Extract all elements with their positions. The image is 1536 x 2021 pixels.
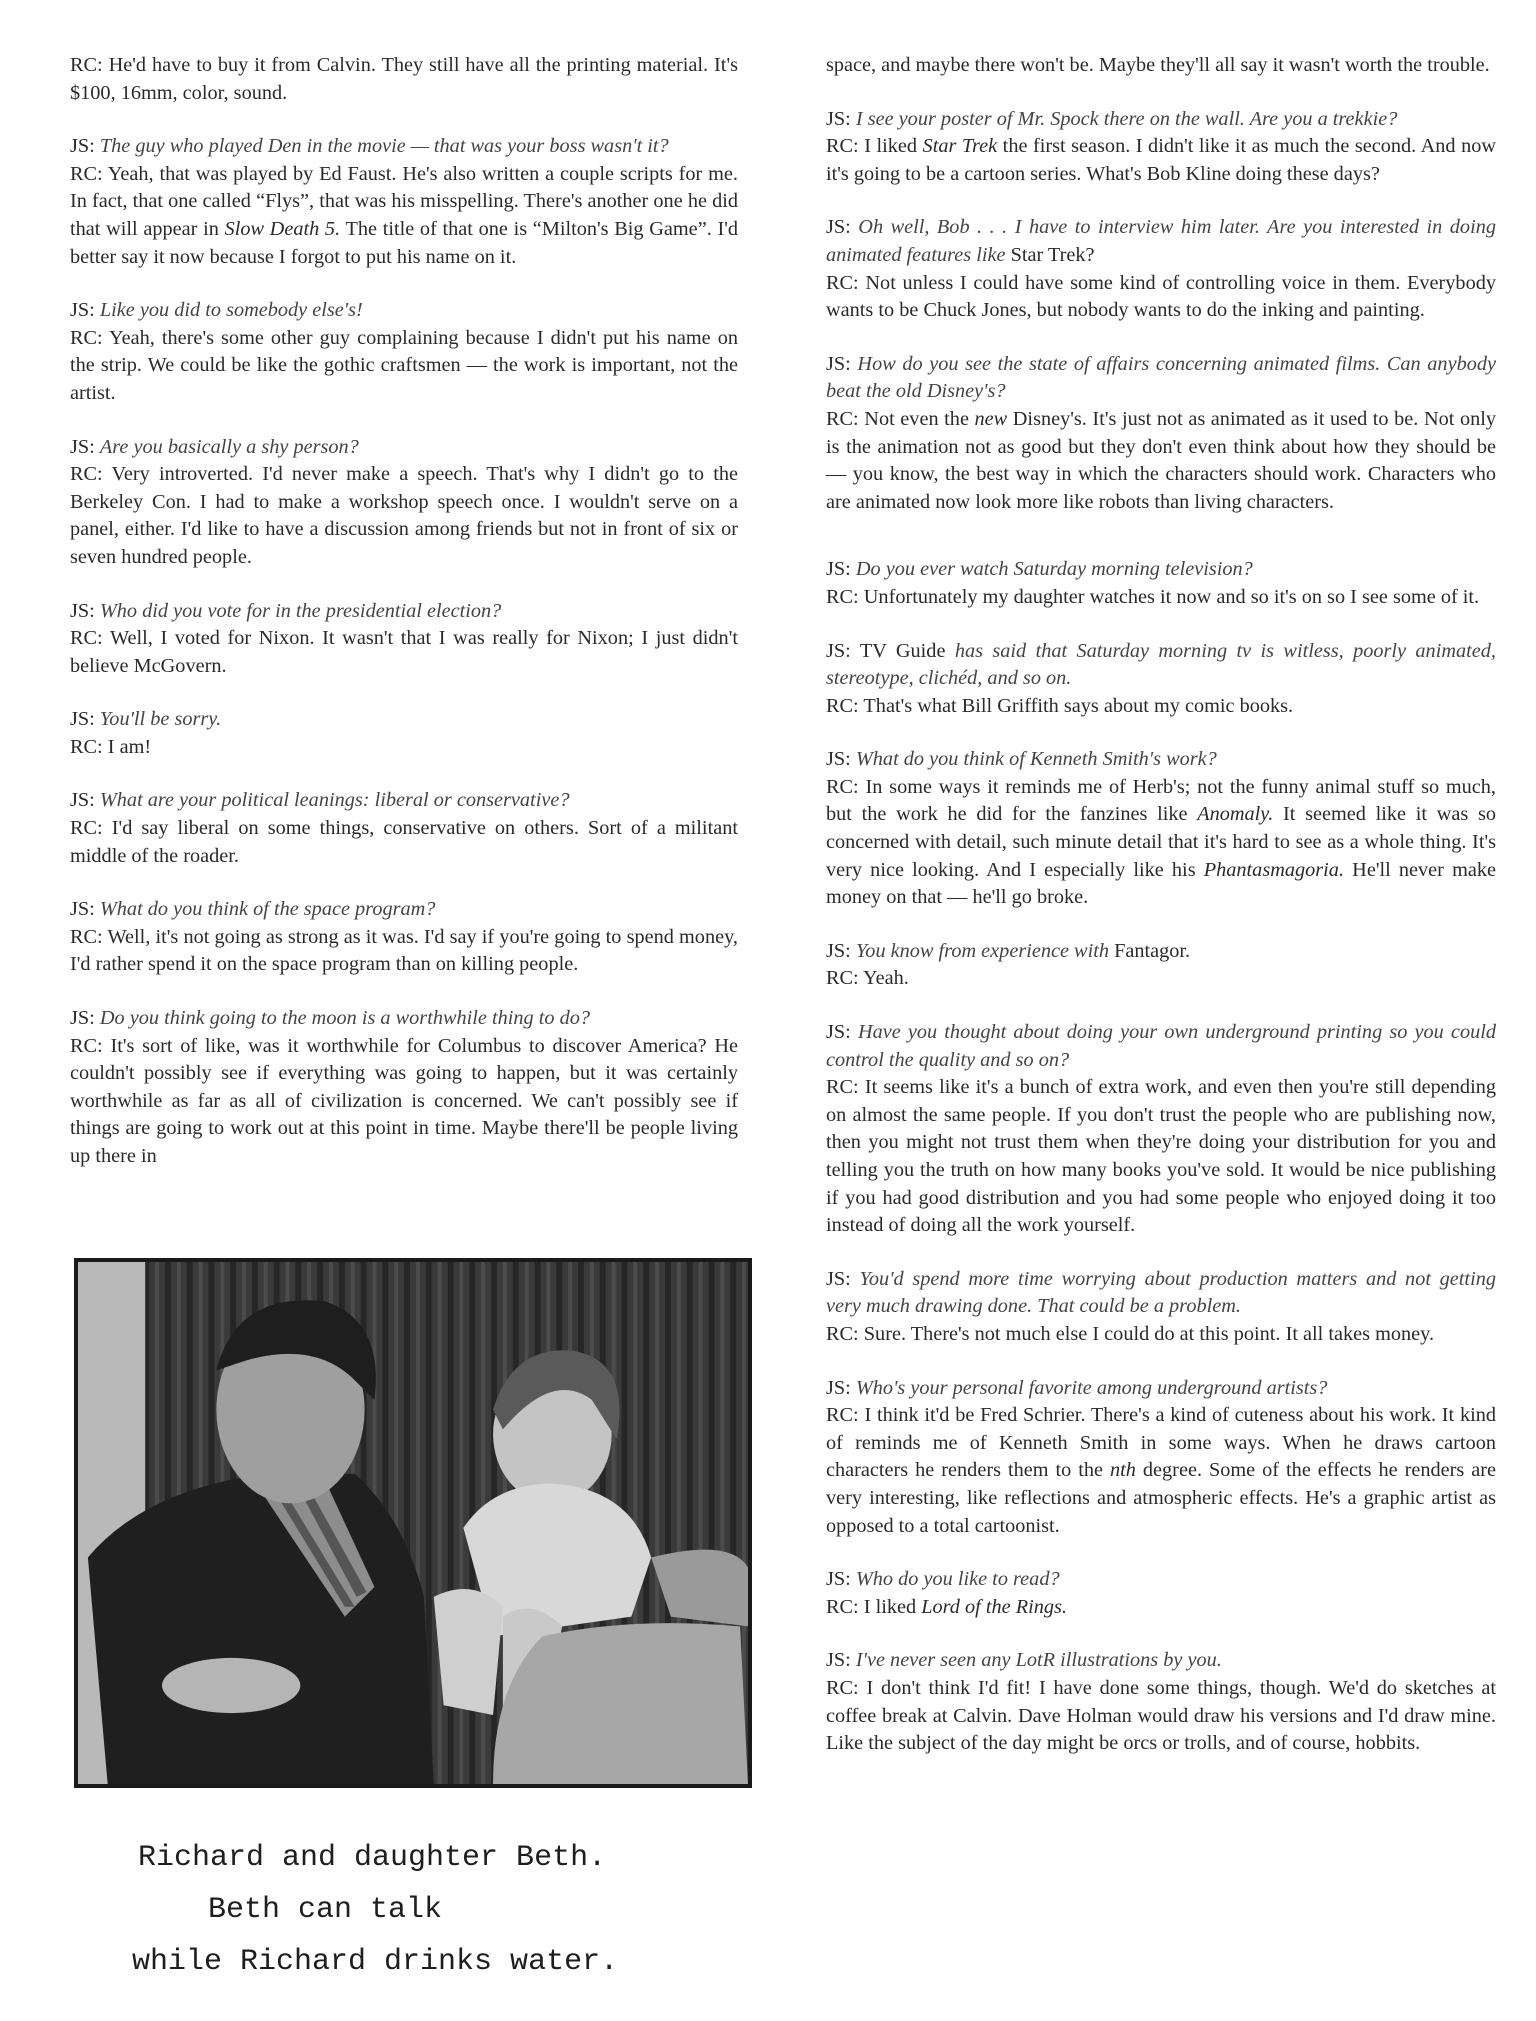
- answer-text: Not even the: [864, 407, 975, 430]
- answer-text: Not unless I could have some kind of controlling voice in them. Everybody wants to be Chuck Jones, but nobody wants to do the inking and painting.: [826, 271, 1496, 322]
- title-reference: TV Guide: [859, 639, 946, 662]
- interview-exchange: [826, 214, 1496, 324]
- interview-exchange: [826, 1566, 1496, 1621]
- question-text: You know from experience with: [855, 939, 1115, 962]
- answer-text: In some ways it reminds me of Herb's; not the funny animal stuff so much, but the work he did for the fanzines like: [826, 775, 1497, 826]
- interview-exchange: [70, 787, 738, 870]
- emphasis: new: [974, 407, 1008, 430]
- speaker-label: RC:: [70, 817, 103, 840]
- answer-text: It seemed like it was so concerned with detail, such minute detail that it's hard to see as a whole thing. It's very nice looking. And I especially like his: [826, 803, 1496, 881]
- speaker-label: RC:: [826, 967, 859, 990]
- speaker-label: JS:: [826, 558, 851, 581]
- interview-exchange: [826, 1375, 1496, 1541]
- question-text: What are your political leanings: liberal or conservative?: [99, 789, 570, 812]
- title-reference: Lord of the Rings.: [921, 1595, 1067, 1618]
- left-column: [70, 52, 738, 1184]
- answer-text: I am!: [107, 735, 152, 758]
- speaker-label: RC:: [826, 1076, 859, 1099]
- answer-text: degree. Some of the effects he renders are very interesting, like reflections and atmospheric effects. He's a graphic artist as opposed to a total cartoonist.: [826, 1459, 1496, 1537]
- title-reference: Slow Death 5.: [224, 217, 341, 240]
- question-text: Do you ever watch Saturday morning television?: [855, 558, 1253, 581]
- interview-exchange: [70, 297, 738, 407]
- speaker-label: JS:: [70, 135, 95, 158]
- emphasis: nth: [1110, 1459, 1136, 1482]
- answer-text: space, and maybe there won't be. Maybe they'll all say it wasn't worth the trouble.: [826, 54, 1490, 76]
- answer-text: I liked: [863, 1595, 922, 1618]
- photo-richard-and-beth: [74, 1258, 752, 1788]
- answer-text: Unfortunately my daughter watches it now and so it's on so I see some of it.: [863, 585, 1480, 608]
- question-text: I've never seen any LotR illustrations by you.: [855, 1649, 1222, 1672]
- interview-answer-continued: [70, 52, 738, 107]
- answer-text: He'd have to buy it from Calvin. They still have all the printing material. It's $100, 16mm, color, sound.: [70, 54, 738, 104]
- speaker-label: RC:: [826, 694, 859, 717]
- speaker-label: RC:: [70, 627, 103, 650]
- speaker-label: JS:: [70, 789, 95, 812]
- answer-text: I don't think I'd fit! I have done some things, though. We'd do sketches at coffee break at Calvin. Dave Holman would draw his versions and I'd draw mine. Like the subject of the day might be orcs or trolls, and of course, hobbits.: [826, 1676, 1496, 1755]
- answer-text: Yeah, that was played by Ed Faust. He's also written a couple scripts for me. In fact, that one called “Flys”, that was his misspelling. There's another one he did that will appear in: [70, 162, 738, 240]
- interview-exchange: [826, 1019, 1496, 1240]
- speaker-label: RC:: [826, 271, 859, 294]
- speaker-label: RC:: [70, 925, 103, 948]
- title-reference: Star Trek?: [1010, 243, 1095, 266]
- speaker-label: RC:: [70, 326, 103, 349]
- speaker-label: JS:: [70, 898, 95, 921]
- speaker-label: RC:: [826, 135, 859, 158]
- speaker-label: RC:: [70, 162, 103, 185]
- question-text: Like you did to somebody else's!: [99, 299, 363, 322]
- answer-text: Yeah.: [863, 967, 909, 990]
- speaker-label: JS:: [826, 639, 851, 662]
- question-text: Are you basically a shy person?: [99, 435, 359, 458]
- speaker-label: JS:: [826, 352, 851, 375]
- question-text: How do you see the state of affairs concerning animated films. Can anybody beat the old Disney's?: [826, 352, 1496, 403]
- question-text: Have you thought about doing your own underground printing so you could control the quality and so on?: [826, 1021, 1496, 1071]
- question-text: has said that Saturday morning tv is witless, poorly animated, stereotype, clichéd, and so on.: [826, 639, 1496, 690]
- answer-text: The title of that one is “Milton's Big Game”. I'd better say it now because I forgot to put his name on it.: [70, 217, 738, 268]
- answer-text: He'll never make money on that — he'll go broke.: [826, 858, 1496, 909]
- speaker-label: JS:: [70, 708, 95, 731]
- speaker-label: RC:: [826, 585, 859, 608]
- speaker-label: JS:: [826, 216, 851, 239]
- speaker-label: JS:: [70, 435, 95, 458]
- speaker-label: RC:: [826, 1676, 859, 1699]
- answer-text: That's what Bill Griffith says about my comic books.: [863, 694, 1294, 717]
- question-text: I see your poster of Mr. Spock there on the wall. Are you a trekkie?: [855, 107, 1398, 130]
- speaker-label: RC:: [826, 1404, 859, 1427]
- speaker-label: RC:: [826, 775, 859, 798]
- photo-caption: [60, 1832, 760, 1988]
- question-text: The guy who played Den in the movie — that was your boss wasn't it?: [99, 135, 669, 158]
- speaker-label: JS:: [826, 1376, 851, 1399]
- speaker-label: JS:: [826, 1267, 851, 1290]
- answer-text: It seems like it's a bunch of extra work, and even then you're still depending on almost the same people. If you don't trust the people who are publishing now, then you might not trust them when they're doing your distribution for you and telling you the truth on how many books you've sold. It would be nice publishing if you had good distribution and you had some people who enjoyed doing it too instead of doing all the work yourself.: [826, 1076, 1496, 1237]
- interview-exchange: [70, 1005, 738, 1171]
- speaker-label: JS:: [826, 1649, 851, 1672]
- question-text: Do you think going to the moon is a worthwhile thing to do?: [99, 1007, 591, 1030]
- interview-exchange: [826, 556, 1496, 611]
- speaker-label: RC:: [70, 735, 103, 758]
- interview-exchange: [826, 1266, 1496, 1349]
- answer-text: It's sort of like, was it worthwhile for Columbus to discover America? He couldn't possibly see if everything was going to happen, but it was certainly worthwhile as far as all of civilization is concerned. We can't possibly see if things are going to work out at this point in time. Maybe there'll be people living up there in: [70, 1034, 738, 1167]
- question-text: Who do you like to read?: [855, 1568, 1060, 1591]
- answer-text: Very introverted. I'd never make a speech. That's why I didn't go to the Berkeley Con. I had to make a workshop speech once. I wouldn't serve on a panel, either. I'd like to have a discussion among friends but not in front of six or seven hundred people.: [70, 463, 738, 568]
- speaker-label: RC:: [70, 463, 103, 486]
- title-reference: Fantagor.: [1114, 939, 1191, 962]
- answer-text: I liked: [864, 135, 923, 158]
- question-text: Who's your personal favorite among underground artists?: [855, 1376, 1328, 1399]
- interview-answer-continued: [826, 52, 1496, 80]
- speaker-label: RC:: [826, 1322, 859, 1345]
- speaker-label: RC:: [70, 54, 103, 76]
- speaker-label: RC:: [70, 1034, 103, 1057]
- question-text: Who did you vote for in the presidential election?: [99, 599, 502, 622]
- answer-text: I'd say liberal on some things, conservative on others. Sort of a militant middle of the roader.: [70, 817, 738, 867]
- answer-text: Well, I voted for Nixon. It wasn't that I was really for Nixon; I just didn't believe McGovern.: [70, 627, 738, 677]
- interview-exchange: [70, 598, 738, 681]
- title-reference: Star Trek: [922, 135, 998, 158]
- interview-exchange: [70, 133, 738, 271]
- speaker-label: JS:: [826, 107, 851, 130]
- question-text: Oh well, Bob . . . I have to interview him later. Are you interested in doing animated features like: [826, 216, 1496, 266]
- speaker-label: RC:: [826, 407, 859, 430]
- question-text: What do you think of the space program?: [99, 898, 436, 921]
- speaker-label: JS:: [826, 748, 851, 771]
- speaker-label: RC:: [826, 1595, 859, 1618]
- answer-text: the first season. I didn't like it as much the second. And now it's going to be a cartoon series. What's Bob Kline doing these days?: [826, 135, 1496, 185]
- answer-text: I think it'd be Fred Schrier. There's a kind of cuteness about his work. It kind of reminds me of Kenneth Smith in some ways. When he draws cartoon characters he renders them to the: [826, 1404, 1496, 1482]
- interview-exchange: [70, 434, 738, 572]
- question-text: You'll be sorry.: [99, 708, 222, 731]
- answer-text: Yeah, there's some other guy complaining because I didn't put his name on the strip. We could be like the gothic craftsmen — the work is important, not the artist.: [70, 326, 738, 404]
- question-text: You'd spend more time worrying about production matters and not getting very much drawing done. That could be a problem.: [826, 1267, 1496, 1318]
- interview-exchange: [70, 706, 738, 761]
- answer-text: Sure. There's not much else I could do at this point. It all takes money.: [863, 1322, 1435, 1345]
- caption-line: while Richard drinks water.: [132, 1945, 619, 1979]
- photo-image: [78, 1262, 748, 1784]
- interview-exchange: [826, 746, 1496, 912]
- speaker-label: JS:: [70, 599, 95, 622]
- speaker-label: JS:: [826, 939, 851, 962]
- speaker-label: JS:: [826, 1021, 851, 1044]
- interview-exchange: [826, 938, 1496, 993]
- interview-exchange: [826, 638, 1496, 721]
- interview-exchange: [826, 1647, 1496, 1757]
- interview-exchange: [826, 351, 1496, 517]
- speaker-label: JS:: [826, 1568, 851, 1591]
- right-column: [826, 52, 1496, 1771]
- title-reference: Anomaly.: [1197, 803, 1274, 826]
- interview-exchange: [826, 106, 1496, 189]
- caption-line: Beth can talk: [208, 1893, 443, 1927]
- caption-line: Richard and daughter Beth.: [138, 1841, 607, 1875]
- title-reference: Phantasmagoria.: [1203, 858, 1345, 881]
- speaker-label: JS:: [70, 1007, 95, 1030]
- speaker-label: JS:: [70, 299, 95, 322]
- answer-text: Well, it's not going as strong as it was. I'd say if you're going to spend money, I'd rather spend it on the space program than on killing people.: [70, 925, 738, 976]
- interview-exchange: [70, 896, 738, 979]
- answer-text: Disney's. It's just not as animated as it used to be. Not only is the animation not as good but they don't even think about how they should be — you know, the best way in which the characters should work. Characters who are animated now look more like robots than living characters.: [826, 407, 1496, 513]
- question-text: What do you think of Kenneth Smith's work?: [855, 748, 1217, 771]
